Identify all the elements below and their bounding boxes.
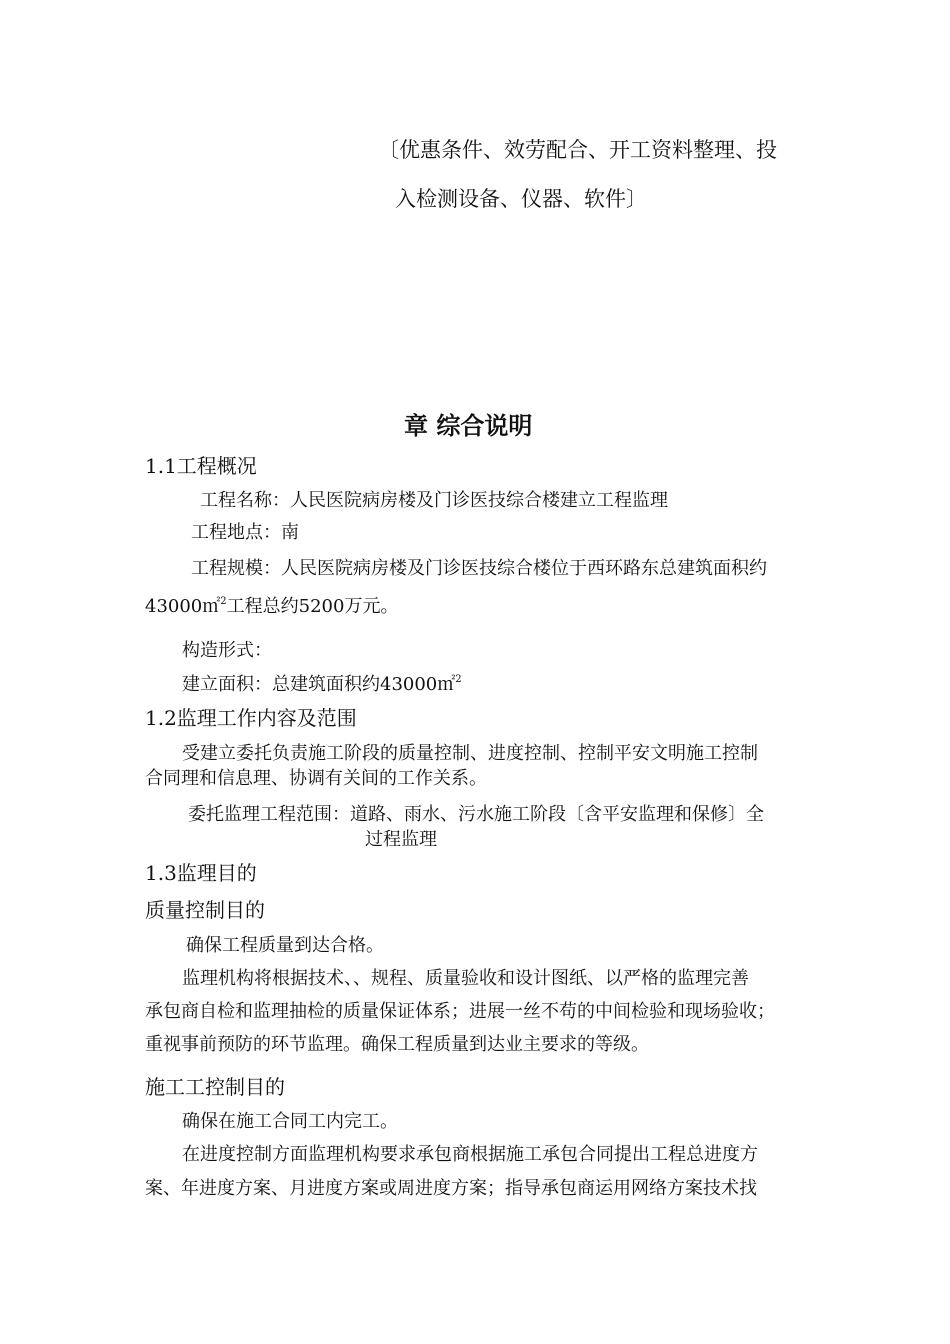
paragraph-line: 承包商自检和监理抽检的质量保证体系；进展一丝不苟的中间检验和现场验收；	[145, 1001, 775, 1022]
project-scale-line-1: 工程规模：人民医院病房楼及门诊医技综合楼位于西环路东总建筑面积约	[191, 558, 767, 579]
project-scale-line-2	[145, 597, 398, 616]
section-heading: 1.2监理工作内容及范围	[145, 706, 357, 730]
superscript: 2	[220, 596, 227, 607]
paragraph-line: 过程监理	[365, 829, 437, 850]
chapter-title: 章 综合说明	[404, 412, 533, 440]
building-area-text: 建立面积：总建筑面积约43000㎡	[182, 674, 456, 695]
subsection-heading: 施工工控制目的	[145, 1075, 285, 1099]
paragraph-line: 在进度控制方面监理机构要求承包商根据施工承包合同提出工程总进度方	[182, 1144, 758, 1165]
cover-line-1: 〔优惠条件、效劳配合、开工资料整理、投	[378, 138, 777, 162]
structure-form: 构造形式：	[182, 640, 272, 661]
paragraph-line: 合同理和信息理、协调有关间的工作关系。	[145, 768, 487, 789]
project-name: 工程名称：人民医院病房楼及门诊医技综合楼建立工程监理	[200, 490, 668, 511]
paragraph-line: 监理机构将根据技术、、规程、质量验收和设计图纸、以严格的监理完善	[182, 968, 749, 989]
paragraph-line: 案、年进度方案、月进度方案或周进度方案；指导承包商运用网络方案技术找	[145, 1178, 757, 1199]
subsection-heading: 质量控制目的	[145, 898, 265, 922]
scale-cost: 工程总约5200万元。	[226, 596, 399, 617]
section-heading: 1.3监理目的	[145, 861, 257, 885]
cover-line-2: 入检测设备、仪器、软件〕	[395, 187, 647, 211]
building-area	[182, 675, 462, 694]
project-location: 工程地点：南	[191, 522, 299, 543]
paragraph-line: 委托监理工程范围：道路、雨水、污水施工阶段〔含平安监理和保修〕全	[188, 804, 764, 825]
paragraph-line: 重视事前预防的环节监理。确保工程质量到达业主要求的等级。	[145, 1034, 649, 1055]
paragraph-line: 确保在施工合同工内完工。	[182, 1111, 398, 1132]
paragraph-line: 受建立委托负责施工阶段的质量控制、进度控制、控制平安文明施工控制	[182, 743, 758, 764]
section-heading: 1.1工程概况	[145, 454, 257, 478]
superscript: 2	[455, 674, 462, 685]
paragraph-line: 确保工程质量到达合格。	[186, 935, 384, 956]
scale-area: 43000㎡	[145, 596, 221, 617]
